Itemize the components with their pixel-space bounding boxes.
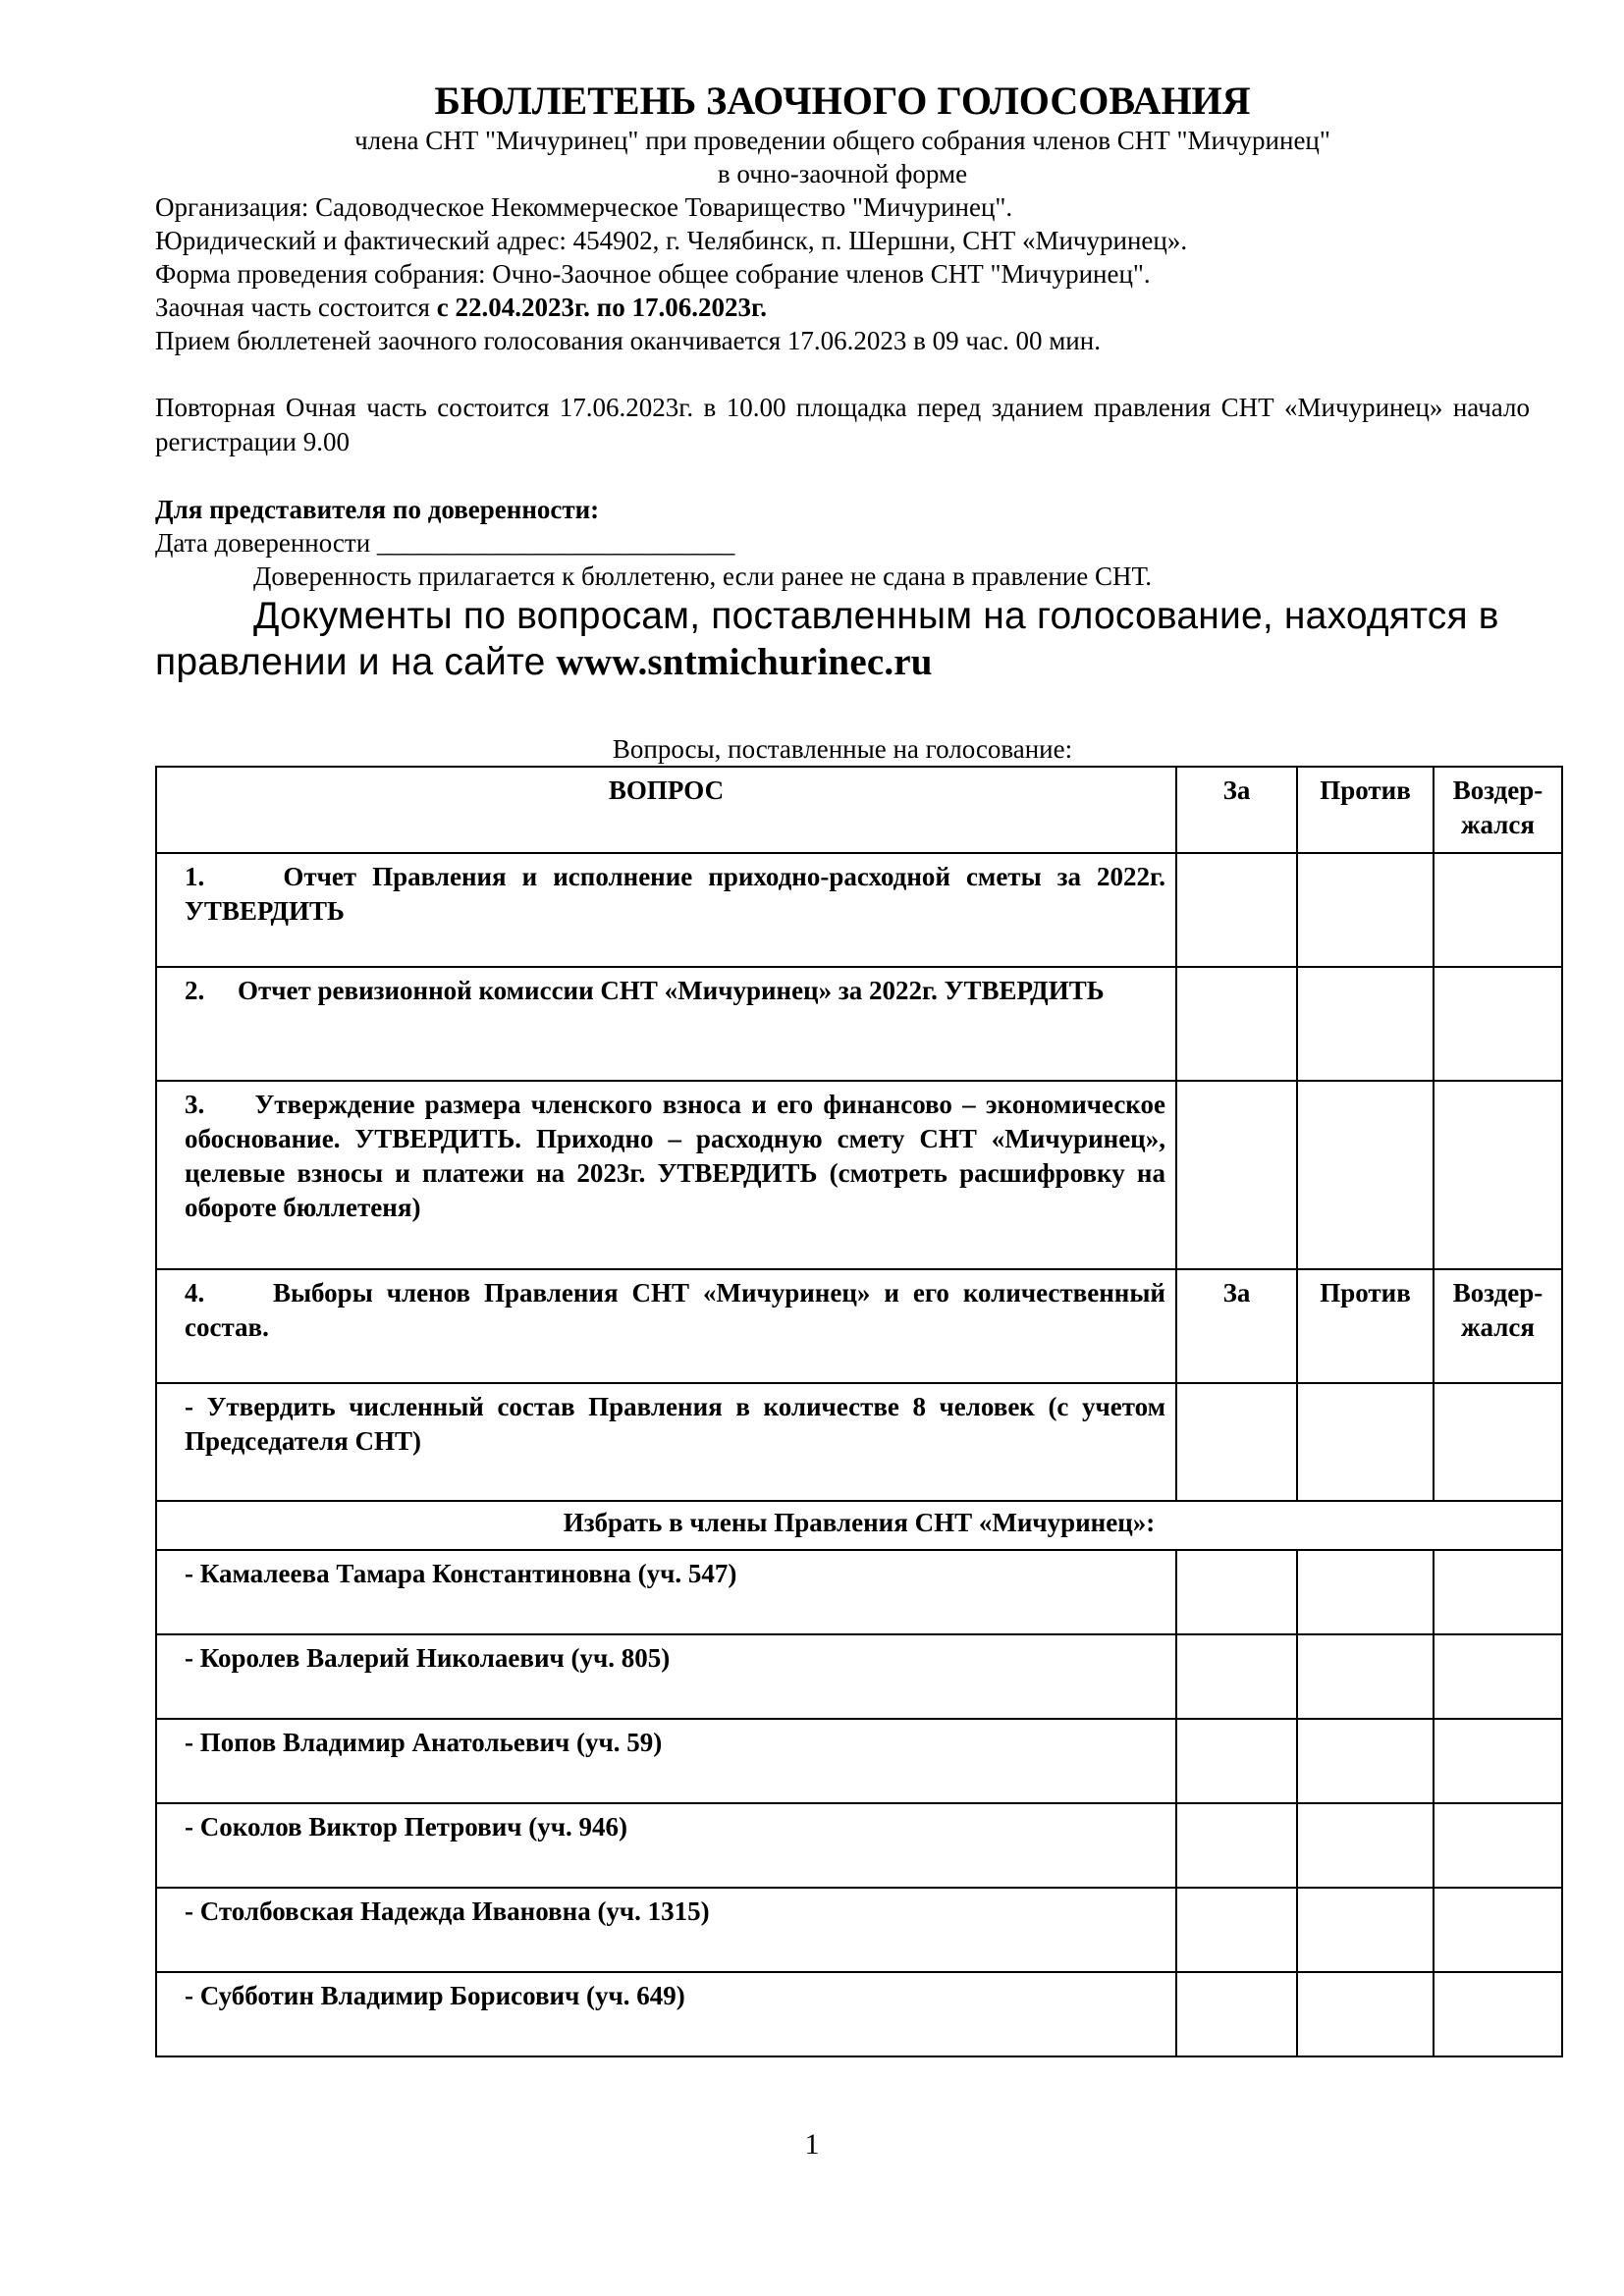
vote-abstain-cell[interactable] bbox=[1434, 1634, 1562, 1719]
candidate-row bbox=[156, 1719, 1562, 1803]
remote-part-dates: с 22.04.2023г. по 17.06.2023г. bbox=[436, 293, 767, 322]
question-row bbox=[156, 1383, 1562, 1501]
table-header-row bbox=[156, 767, 1562, 853]
website-link[interactable]: www.sntmichurinec.ru bbox=[556, 641, 933, 683]
candidate-name: - Камалеева Тамара Константиновна (уч. 547) bbox=[156, 1550, 1176, 1634]
header-abstain: Воздер-жался bbox=[1434, 767, 1562, 853]
vote-against-cell[interactable] bbox=[1297, 1719, 1434, 1803]
ballot-subtitle-2: в очно-заочной форме bbox=[717, 159, 968, 188]
remote-part-line bbox=[155, 291, 1530, 324]
vote-abstain-cell[interactable] bbox=[1434, 1719, 1562, 1803]
candidate-row bbox=[156, 1888, 1562, 1972]
header-for: За bbox=[1176, 767, 1297, 853]
header-against: Против bbox=[1297, 767, 1434, 853]
vote-abstain-cell[interactable] bbox=[1434, 1383, 1562, 1501]
deadline-line: Прием бюллетеней заочного голосования оканчивается 17.06.2023 в 09 час. 00 мин. bbox=[155, 326, 1101, 355]
vote-against-cell[interactable] bbox=[1297, 853, 1434, 967]
vote-abstain-cell[interactable] bbox=[1434, 1550, 1562, 1634]
vote-against-cell[interactable] bbox=[1297, 1634, 1434, 1719]
page-number: 1 bbox=[804, 2128, 820, 2161]
proxy-heading: Для представителя по доверенности: bbox=[155, 495, 600, 524]
organization-line: Организация: Садоводческое Некоммерческое Товарищество "Мичуринец". bbox=[155, 192, 1013, 222]
question-3-text: 3. Утверждение размера членского взноса и его финансово – экономическое обоснование. УТВЕРДИТЬ. Приходно – расходную смету СНТ «Мичуринец», целевые взносы и платежи на 2023г. УТВЕРДИТЬ (смотреть расшифровку на обороте бюллетеня) bbox=[156, 1081, 1176, 1269]
candidate-name: - Попов Владимир Анатольевич (уч. 59) bbox=[156, 1719, 1176, 1803]
vote-for-cell[interactable] bbox=[1176, 1081, 1297, 1269]
vote-for-cell[interactable] bbox=[1176, 1634, 1297, 1719]
question-row bbox=[156, 853, 1562, 967]
header-against-repeat: Против bbox=[1297, 1269, 1434, 1383]
vote-against-cell[interactable] bbox=[1297, 967, 1434, 1081]
question-2-text: 2. Отчет ревизионной комиссии СНТ «Мичуринец» за 2022г. УТВЕРДИТЬ bbox=[156, 967, 1176, 1081]
ballot-page bbox=[155, 79, 1543, 2057]
candidate-name: - Соколов Виктор Петрович (уч. 946) bbox=[156, 1803, 1176, 1888]
documents-text: Документы по вопросам, поставленным на голосование, находятся в правлении и на сайте bbox=[155, 595, 1499, 683]
vote-against-cell[interactable] bbox=[1297, 1550, 1434, 1634]
header-abstain-repeat: Воздер-жался bbox=[1434, 1269, 1562, 1383]
question-row bbox=[156, 1081, 1562, 1269]
vote-for-cell[interactable] bbox=[1176, 853, 1297, 967]
candidate-row bbox=[156, 1550, 1562, 1634]
vote-for-cell[interactable] bbox=[1176, 1972, 1297, 2056]
elect-heading: Избрать в члены Правления СНТ «Мичуринец»: bbox=[156, 1501, 1562, 1550]
elect-heading-row bbox=[156, 1501, 1562, 1550]
vote-for-cell[interactable] bbox=[1176, 967, 1297, 1081]
candidate-row bbox=[156, 1972, 1562, 2056]
meeting-form-line: Форма проведения собрания: Очно-Заочное общее собрание членов СНТ "Мичуринец". bbox=[155, 259, 1151, 289]
vote-abstain-cell[interactable] bbox=[1434, 853, 1562, 967]
vote-against-cell[interactable] bbox=[1297, 1888, 1434, 1972]
vote-against-cell[interactable] bbox=[1297, 1972, 1434, 2056]
repeat-meeting-paragraph: Повторная Очная часть состоится 17.06.2023г. в 10.00 площадка перед зданием правления СНТ «Мичуринец» начало регистрации 9.00 bbox=[155, 393, 1530, 456]
candidate-name: - Субботин Владимир Борисович (уч. 649) bbox=[156, 1972, 1176, 2056]
question-1-text: 1. Отчет Правления и исполнение приходно-расходной сметы за 2022г. УТВЕРДИТЬ bbox=[156, 853, 1176, 967]
vote-abstain-cell[interactable] bbox=[1434, 1888, 1562, 1972]
header-question: ВОПРОС bbox=[156, 767, 1176, 853]
question-row bbox=[156, 967, 1562, 1081]
question-row bbox=[156, 1269, 1562, 1383]
vote-abstain-cell[interactable] bbox=[1434, 1972, 1562, 2056]
vote-for-cell[interactable] bbox=[1176, 1888, 1297, 1972]
table-caption: Вопросы, поставленные на голосование: bbox=[612, 734, 1073, 764]
vote-for-cell[interactable] bbox=[1176, 1383, 1297, 1501]
voting-table bbox=[155, 766, 1563, 2057]
candidate-name: - Столбовская Надежда Ивановна (уч. 1315) bbox=[156, 1888, 1176, 1972]
candidate-row bbox=[156, 1634, 1562, 1719]
proxy-note: Доверенность прилагается к бюллетеню, если ранее не сдана в правление СНТ. bbox=[253, 561, 1153, 591]
candidate-name: - Королев Валерий Николаевич (уч. 805) bbox=[156, 1634, 1176, 1719]
ballot-subtitle-1: члена СНТ "Мичуринец" при проведении общего собрания членов СНТ "Мичуринец" bbox=[354, 126, 1330, 155]
vote-against-cell[interactable] bbox=[1297, 1383, 1434, 1501]
question-4a-text: - Утвердить численный состав Правления в количестве 8 человек (с учетом Председателя СНТ) bbox=[156, 1383, 1176, 1501]
vote-for-cell[interactable] bbox=[1176, 1803, 1297, 1888]
vote-abstain-cell[interactable] bbox=[1434, 967, 1562, 1081]
vote-for-cell[interactable] bbox=[1176, 1550, 1297, 1634]
vote-abstain-cell[interactable] bbox=[1434, 1803, 1562, 1888]
header-for-repeat: За bbox=[1176, 1269, 1297, 1383]
vote-for-cell[interactable] bbox=[1176, 1719, 1297, 1803]
vote-against-cell[interactable] bbox=[1297, 1803, 1434, 1888]
ballot-title: БЮЛЛЕТЕНЬ ЗАОЧНОГО ГОЛОСОВАНИЯ bbox=[434, 79, 1251, 123]
vote-abstain-cell[interactable] bbox=[1434, 1081, 1562, 1269]
address-line: Юридический и фактический адрес: 454902, г. Челябинск, п. Шершни, СНТ «Мичуринец». bbox=[155, 226, 1188, 255]
remote-part-prefix: Заочная часть состоится bbox=[155, 293, 437, 322]
proxy-date-field[interactable]: Дата доверенности ___________________________ bbox=[155, 528, 735, 558]
vote-against-cell[interactable] bbox=[1297, 1081, 1434, 1269]
question-4-text: 4. Выборы членов Правления СНТ «Мичуринец» и его количественный состав. bbox=[156, 1269, 1176, 1383]
candidate-row bbox=[156, 1803, 1562, 1888]
documents-paragraph bbox=[155, 593, 1530, 685]
